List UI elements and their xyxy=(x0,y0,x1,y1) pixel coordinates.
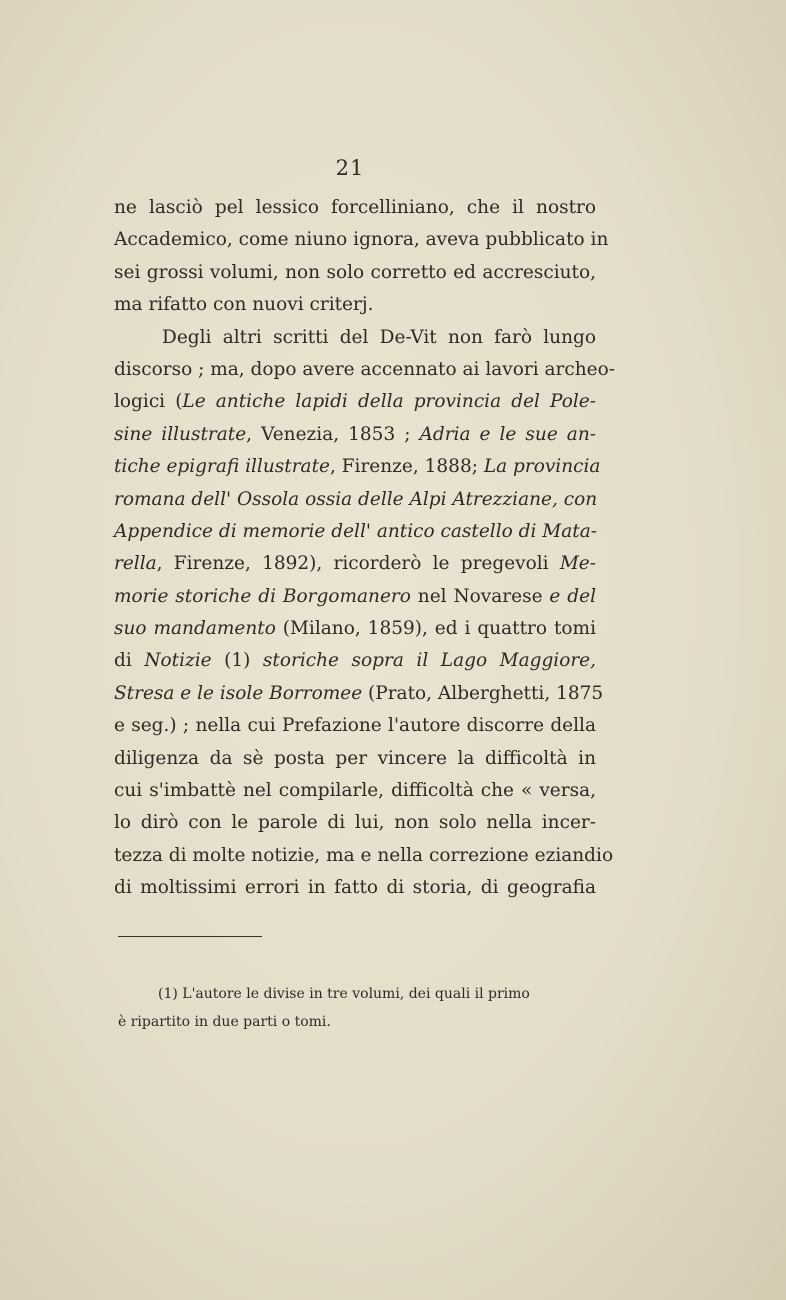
text-line: morie storiche di Borgomanero nel Novarese e del xyxy=(114,585,596,607)
text-line: di moltissimi errori in fatto di storia, di geografia xyxy=(114,877,596,899)
text-line: tezza di molte notizie, ma e nella correzione eziandio xyxy=(114,844,614,866)
text-line: romana dell' Ossola ossia delle Alpi Atrezziane, con xyxy=(114,488,598,510)
text-line: Accademico, come niuno ignora, aveva pubblicato in xyxy=(114,229,609,251)
text-line: sine illustrate, Venezia, 1853 ; Adria e le sue an- xyxy=(114,423,596,445)
page-number: 21 xyxy=(335,156,365,180)
text-line: ne lasciò pel lessico forcelliniano, che il nostro xyxy=(114,197,596,218)
text-line: sei grossi volumi, non solo corretto ed accresciuto, xyxy=(114,261,596,283)
text-line: tiche epigrafi illustrate, Firenze, 1888; La provincia xyxy=(114,456,601,478)
footnote-line: è ripartito in due parti o tomi. xyxy=(118,1014,331,1030)
footnote-divider xyxy=(118,936,262,937)
text-line: lo dirò con le parole di lui, non solo nella incer- xyxy=(114,812,596,834)
text-line: cui s'imbattè nel compilarle, difficoltà che « versa, xyxy=(114,780,596,802)
text-line: Appendice di memorie dell' antico castello di Mata- xyxy=(114,520,597,542)
footnote-line: (1) L'autore le divise in tre volumi, dei quali il primo xyxy=(158,986,530,1002)
text-line: rella, Firenze, 1892), ricorderò le pregevoli Me- xyxy=(114,553,596,575)
text-line: diligenza da sè posta per vincere la difficoltà in xyxy=(114,747,596,769)
text-line: Stresa e le isole Borromee (Prato, Alberghetti, 1875 xyxy=(114,682,604,704)
text-line: di Notizie (1) storiche sopra il Lago Maggiore, xyxy=(114,650,597,672)
text-line: suo mandamento (Milano, 1859), ed i quattro tomi xyxy=(114,618,596,640)
text-line: Degli altri scritti del De-Vit non farò lungo xyxy=(162,326,596,348)
text-line: logici (Le antiche lapidi della provincia del Pole- xyxy=(114,391,596,413)
text-line: discorso ; ma, dopo avere accennato ai lavori archeo- xyxy=(114,358,615,380)
footnote xyxy=(118,980,598,1036)
body-text xyxy=(114,192,615,905)
text-line: e seg.) ; nella cui Prefazione l'autore discorre della xyxy=(114,715,596,737)
text-line: ma rifatto con nuovi criterj. xyxy=(114,294,374,316)
